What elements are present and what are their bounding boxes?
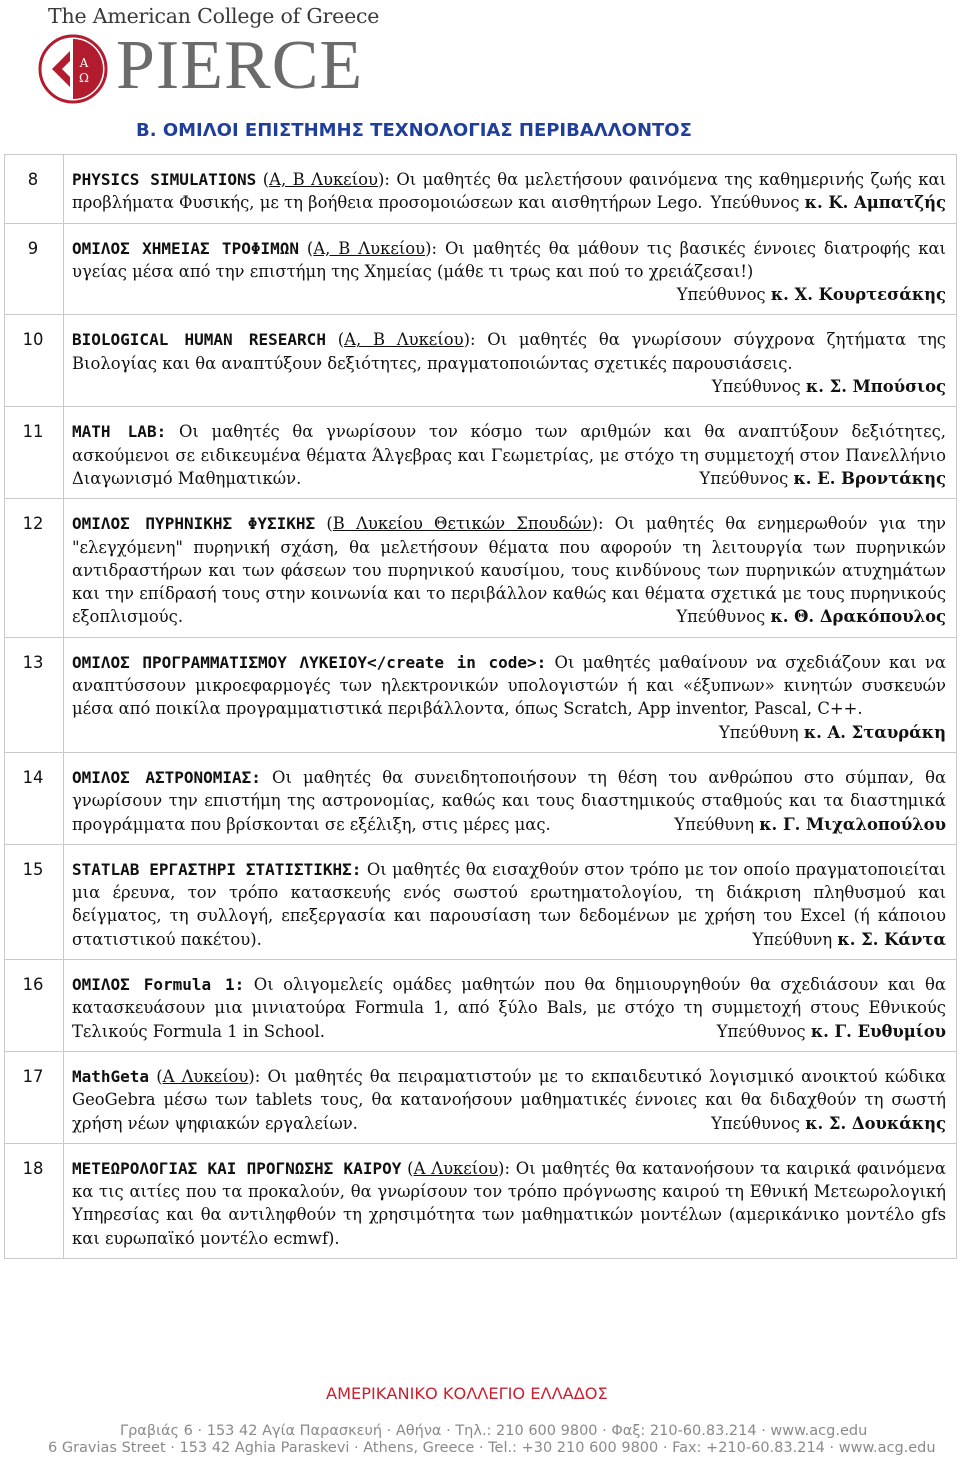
item-content: BIOLOGICAL HUMAN RESEARCH (Α, Β Λυκείου): Οι μαθητές θα γνωρίσουν σύγχρονα ζητήματα της Βιολογίας και θα αναπτύξουν δεξιότητες, πραγματοποιώντας σχετικές παρουσιάσεις. Υπεύθυνος κ. Σ. Μπούσιος xyxy=(64,315,957,407)
item-number: 12 xyxy=(5,499,64,637)
item-content xyxy=(64,407,957,499)
logo-wordmark: PIERCE xyxy=(116,27,364,104)
club-responsible xyxy=(674,813,946,836)
club-level: Α Λυκείου xyxy=(162,1066,249,1086)
club-level: Α, Β Λυκείου xyxy=(269,170,378,189)
responsible-label: Υπεύθυνος xyxy=(676,607,766,627)
item-content: MathGeta (Α Λυκείου): Οι μαθητές θα πειραματιστούν με το εκπαιδευτικό λογισμικό ανοικτού κώδικα GeoGebra μέσω των tablets τους, θα κατανοήσουν μαθηματικές έννοιες και θα διδαχθούν τη σωστή χρήση νέων ψηφιακών εργαλείων. Υπεύθυνος κ. Σ. Δουκάκης xyxy=(64,1051,957,1143)
club-name: ΟΜΙΛΟΣ ΠΡΟΓΡΑΜΜΑΤΙΣΜΟΥ ΛΥΚΕΙΟΥ</create in code>: xyxy=(72,652,547,672)
club-name: MathGeta xyxy=(72,1066,150,1086)
club-name: ΟΜΙΛΟΣ Formula 1: xyxy=(72,975,245,995)
college-name: The American College of Greece xyxy=(48,4,380,28)
responsible-label: Υπεύθυνος xyxy=(711,1113,800,1133)
clubs-table xyxy=(4,154,957,1259)
responsible-name: κ. Γ. Μιχαλοπούλου xyxy=(759,814,946,834)
club-description: Οι μαθητές θα μελετήσουν φαινόμενα της καθημερινής ζωής και προβλήματα Φυσικής, με τη βοήθεια προσομοιώσεων και αισθητήρων Lego. xyxy=(72,170,947,213)
responsible-label: Υπεύθυνος xyxy=(710,193,800,213)
table-row xyxy=(5,223,957,315)
footer-title: ΑΜΕΡΙΚΑΝΙΚΟ ΚΟΛΛΕΓΙΟ ΕΛΛΑΔΟΣ xyxy=(326,1384,608,1403)
responsible-name: κ. Χ. Κουρτεσάκης xyxy=(770,285,946,305)
responsible-label: Υπεύθυνος xyxy=(699,468,789,488)
club-level: Β Λυκείου Θετικών Σπουδών xyxy=(332,514,592,534)
club-level: Α, Β Λυκείου xyxy=(313,238,426,258)
club-description: Οι μαθητές θα πειραματιστούν με το εκπαιδευτικό λογισμικό ανοικτού κώδικα GeoGebra μέσω των tablets τους, θα κατανοήσουν μαθηματικές έννοιες και θα διδαχθούν τη σωστή χρήση νέων ψηφιακών εργαλείων. xyxy=(72,1066,947,1133)
club-description: Οι μαθητές θα κατανοήσουν τα καιρικά φαινόμενα κα τις αιτίες που τα προκαλούν, θα γνωρίσουν τον τρόπο πρόγνωσης καιρού τη Εθνική Μετεωρολογική Υπηρεσίας και θα αντιληφθούν τη χρησιμότητα των μαθηματικών μοντέλων (αμερικάνικο μοντέλο gfs και ευρωπαϊκό μοντέλο ecmwf). xyxy=(72,1158,947,1248)
item-content xyxy=(64,637,957,752)
table-row xyxy=(5,1143,957,1258)
club-name: ΟΜΙΛΟΣ ΧΗΜΕΙΑΣ ΤΡΟΦΙΜΩΝ xyxy=(72,238,299,258)
club-responsible xyxy=(676,605,946,628)
responsible-label: Υπεύθυνη xyxy=(674,814,755,834)
responsible-name: κ. Σ. Μπούσιος xyxy=(805,377,946,397)
responsible-name: κ. Α. Σταυράκη xyxy=(803,722,946,742)
table-row xyxy=(5,407,957,499)
responsible-label: Υπεύθυνος xyxy=(676,285,766,305)
item-content: ΟΜΙΛΟΣ ΠΥΡΗΝΙΚΗΣ ΦΥΣΙΚΗΣ (Β Λυκείου Θετικών Σπουδών): Οι μαθητές θα ενημερωθούν για την "ελεγχόμενη" πυρηνική σχάση, θα μελετήσουν θέματα που αφορούν τη λειτουργία των πυρηνικών αντιδραστήρων και των φάσεων του πυρηνικού καυσίμου, τους κινδύνους των πυρηνικών ατυχημάτων και την επίδρασή τους στην κοινωνία και το περιβάλλον καθώς και θέματα σχετικά με τους πυρηνικούς εξοπλισμούς. Υπεύθυνος κ. Θ. Δρακόπουλος xyxy=(64,499,957,637)
item-number: 11 xyxy=(5,407,64,499)
footer-address-english: 6 Gravias Street · 153 42 Aghia Paraskevi · Athens, Greece · Tel.: +30 210 600 9800 · Fax: +210-60.83.214 · www.acg.edu xyxy=(48,1440,936,1456)
table-row xyxy=(5,960,957,1052)
responsible-name: κ. Σ. Δουκάκης xyxy=(805,1113,946,1133)
responsible-label: Υπεύθυνος xyxy=(711,377,801,397)
responsible-name: κ. Κ. Αμπατζής xyxy=(804,193,946,213)
item-content xyxy=(64,752,957,844)
section-title: Β. ΟΜΙΛΟΙ ΕΠΙΣΤΗΜΗΣ ΤΕΧΝΟΛΟΓΙΑΣ ΠΕΡΙΒΑΛΛΟΝΤΟΣ xyxy=(136,120,692,141)
club-description: Οι μαθητές θα εισαχθούν στον τρόπο με τον οποίο πραγματοποιείται μια έρευνα, τον τρόπο κατασκευής ενός σωστού ερωτηματολογίου, τη διάκριση πληθυσμού και δείγματος, τη συλλογή, επεξεργασία και παρουσίαση των δεδομένων με χρήση του Excel (ή κάποιου στατιστικού πακέτου). xyxy=(72,859,947,949)
club-name: BIOLOGICAL HUMAN RESEARCH xyxy=(72,330,326,350)
item-number: 13 xyxy=(5,637,64,752)
club-name: ΟΜΙΛΟΣ ΠΥΡΗΝΙΚΗΣ ΦΥΣΙΚΗΣ xyxy=(72,514,316,534)
responsible-name: κ. Θ. Δρακόπουλος xyxy=(770,607,946,627)
item-content xyxy=(64,844,957,959)
responsible-label: Υπεύθυνη xyxy=(718,722,799,742)
club-description: Οι μαθητές θα μάθουν τις βασικές έννοιες διατροφής και υγείας μέσα από την επιστήμη της Χημείας (μάθε τι τρως και πού το χρειάζεσαι!) xyxy=(72,238,946,281)
club-responsible xyxy=(717,1020,946,1043)
item-content: ΟΜΙΛΟΣ ΧΗΜΕΙΑΣ ΤΡΟΦΙΜΩΝ (Α, Β Λυκείου): Οι μαθητές θα μάθουν τις βασικές έννοιες διατροφής και υγείας μέσα από την επιστήμη της Χημείας (μάθε τι τρως και πού το χρειάζεσαι!) Υπεύθυνος κ. Χ. Κουρτεσάκης xyxy=(64,223,957,315)
footer-address-greek: Γραβιάς 6 · 153 42 Αγία Παρασκευή · Αθήνα · Τηλ.: 210 600 9800 · Φαξ: 210-60.83.214 · www.acg.edu xyxy=(120,1423,868,1439)
club-responsible xyxy=(699,467,946,490)
item-number: 15 xyxy=(5,844,64,959)
table-row xyxy=(5,315,957,407)
pierce-emblem-icon xyxy=(38,34,108,104)
item-content: PHYSICS SIMULATIONS (Α, Β Λυκείου): Οι μαθητές θα μελετήσουν φαινόμενα της καθημερινής ζωής και προβλήματα Φυσικής, με τη βοήθεια προσομοιώσεων και αισθητήρων Lego. Υπεύθυνος κ. Κ. Αμπατζής xyxy=(64,155,957,224)
svg-text:Α: Α xyxy=(79,56,89,70)
club-responsible xyxy=(712,375,946,398)
item-content: ΜΕΤΕΩΡΟΛΟΓΙΑΣ ΚΑΙ ΠΡΟΓΝΩΣΗΣ ΚΑΙΡΟΥ (Α Λυκείου): Οι μαθητές θα κατανοήσουν τα καιρικά φαινόμενα κα τις αιτίες που τα προκαλούν, θα γνωρίσουν τον τρόπο πρόγνωσης καιρού τη Εθνική Μετεωρολογική Υπηρεσίας και θα αντιληφθούν τη χρησιμότητα των μαθηματικών μοντέλων (αμερικάνικο μοντέλο gfs και ευρωπαϊκό μοντέλο ecmwf). xyxy=(64,1143,957,1258)
club-level: Α Λυκείου xyxy=(413,1158,499,1178)
item-number: 9 xyxy=(5,223,64,315)
table-row xyxy=(5,844,957,959)
item-number: 16 xyxy=(5,960,64,1052)
club-responsible xyxy=(677,283,946,306)
club-description: Οι μαθητές θα συνειδητοποιήσουν τη θέση του ανθρώπου στο σύμπαν, θα γνωρίσουν την επιστήμη της αστρονομίας, καθώς και τους διαστημικούς σταθμούς και τα διαστημικά προγράμματα που βρίσκονται σε εξέλιξη, στις μέρες μας. xyxy=(72,767,947,834)
club-responsible xyxy=(719,721,946,744)
club-name: STATLAB ΕΡΓΑΣΤΗΡΙ ΣΤΑΤΙΣΤΙΚΗΣ: xyxy=(72,859,362,879)
responsible-label: Υπεύθυνη xyxy=(752,929,833,949)
item-number: 18 xyxy=(5,1143,64,1258)
club-responsible xyxy=(753,928,946,951)
table-row xyxy=(5,752,957,844)
table-row xyxy=(5,155,957,224)
svg-text:Ω: Ω xyxy=(79,71,89,85)
item-number: 14 xyxy=(5,752,64,844)
club-description: Οι μαθητές θα γνωρίσουν σύγχρονα ζητήματα της Βιολογίας και θα αναπτύξουν δεξιότητες, πραγματοποιώντας σχετικές παρουσιάσεις. xyxy=(72,330,946,373)
responsible-name: κ. Ε. Βροντάκης xyxy=(793,468,946,488)
item-number: 10 xyxy=(5,315,64,407)
club-name: ΜΕΤΕΩΡΟΛΟΓΙΑΣ ΚΑΙ ΠΡΟΓΝΩΣΗΣ ΚΑΙΡΟΥ xyxy=(72,1158,402,1178)
club-name: PHYSICS SIMULATIONS xyxy=(72,170,257,189)
responsible-name: κ. Σ. Κάντα xyxy=(837,929,946,949)
responsible-label: Υπεύθυνος xyxy=(716,1021,806,1041)
college-logo xyxy=(36,2,380,106)
item-number: 17 xyxy=(5,1051,64,1143)
item-number: 8 xyxy=(5,155,64,224)
club-description: Οι μαθητές θα γνωρίσουν τον κόσμο των αριθμών και θα αναπτύξουν δεξιότητες, ασκούμενοι σε ειδικευμένα θέματα Άλγεβρας και Γεωμετρίας, με στόχο τη συμμετοχή στον Πανελλήνιο Διαγωνισμό Μαθηματικών. xyxy=(72,422,947,488)
table-row xyxy=(5,499,957,637)
club-description: Οι ολιγομελείς ομάδες μαθητών που θα δημιουργηθούν θα σχεδιάσουν και θα κατασκευάσουν μια μινιατούρα Formula 1, από ξύλο Bals, με στόχο τη συμμετοχή στους Εθνικούς Τελικούς Formula 1 in School. xyxy=(72,975,946,1041)
table-row xyxy=(5,637,957,752)
club-name: ΟΜΙΛΟΣ ΑΣΤΡΟΝΟΜΙΑΣ: xyxy=(72,767,261,787)
club-description: Οι μαθητές μαθαίνουν να σχεδιάζουν και να αναπτύσσουν μικροεφαρμογές των ηλεκτρονικών υπολογιστών ή και «έξυπνων» κινητών συσκευών μέσα από ποικίλα προγραμματιστικά περιβάλλοντα, όπως Scratch, App inventor, Pascal, C++. xyxy=(72,652,946,719)
club-level: Α, Β Λυκείου xyxy=(344,330,464,350)
club-responsible xyxy=(711,1112,946,1135)
club-responsible xyxy=(711,191,946,214)
club-name: MATH LAB: xyxy=(72,422,167,442)
responsible-name: κ. Γ. Ευθυμίου xyxy=(810,1021,946,1041)
table-row xyxy=(5,1051,957,1143)
club-description: Οι μαθητές θα ενημερωθούν για την "ελεγχόμενη" πυρηνική σχάση, θα μελετήσουν θέματα που αφορούν τη λειτουργία των πυρηνικών αντιδραστήρων και των φάσεων του πυρηνικού καυσίμου, τους κινδύνους των πυρηνικών ατυχημάτων και την επίδρασή τους στην κοινωνία και το περιβάλλον καθώς και θέματα σχετικά με τους πυρηνικούς εξοπλισμούς. xyxy=(72,514,947,627)
item-content xyxy=(64,960,957,1052)
